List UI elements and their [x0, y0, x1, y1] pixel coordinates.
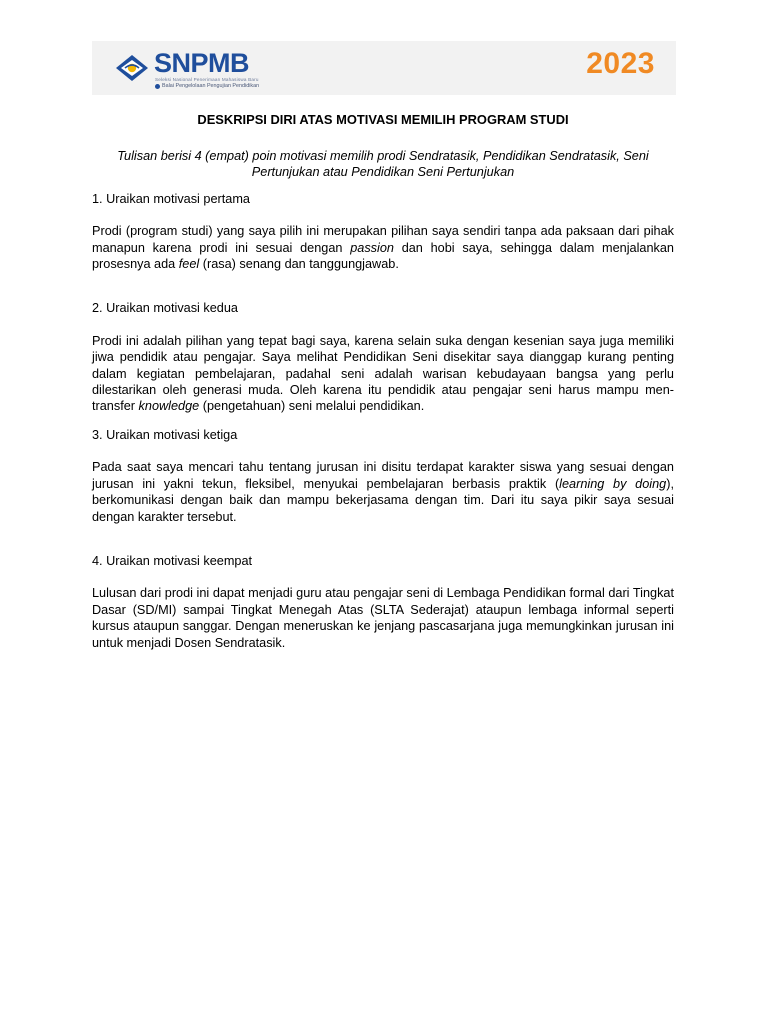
logo-dot-icon: [155, 84, 160, 89]
logo-wordmark: SNPMB: [154, 48, 250, 78]
document-subtitle: Tulisan berisi 4 (empat) poin motivasi memilih prodi Sendratasik, Pendidikan Sendratasik, Seni Pertunjukan atau Pendidikan Seni Pertunjukan: [117, 149, 649, 180]
tut-wuri-handayani-emblem-icon: [114, 53, 150, 83]
section-4-heading: 4. Uraikan motivasi keempat: [92, 553, 253, 568]
section-4-answer: Lulusan dari prodi ini dapat menjadi guru atau pengajar seni di Lembaga Pendidikan formal dari Tingkat Dasar (SD/MI) sampai Tingkat Menegah Atas (SLTA Sederajat) ataupun lembaga informal seperti kursus ataupun sanggar. Dengan meneruskan ke jenjang pascasarjana juga memungkinkan jurusan ini untuk menjadi Dosen Sendratasik.: [92, 586, 674, 650]
section-3-heading: 3. Uraikan motivasi ketiga: [92, 427, 238, 442]
logo-subtitle-line-2: Balai Pengelolaan Pengujian Pendidikan: [162, 83, 260, 89]
header-banner: [92, 41, 676, 95]
document-body: [92, 112, 674, 651]
section-1-heading: 1. Uraikan motivasi pertama: [92, 191, 250, 206]
document-title: DESKRIPSI DIRI ATAS MOTIVASI MEMILIH PROGRAM STUDI: [197, 112, 569, 127]
year-label: 2023: [586, 47, 655, 80]
logo-subtitle-line-1: Seleksi Nasional Penerimaan Mahasiswa Baru: [155, 77, 259, 82]
section-2-answer: Prodi ini adalah pilihan yang tepat bagi saya, karena selain suka dengan kesenian saya juga memiliki jiwa pendidik atau pengajar. Saya melihat Pendidikan Seni disekitar saya dianggap kurang penting dalam kegiatan pembelajaran, padahal seni adalah warisan kebudayaan bangsa yang perlu dilestarikan oleh generasi muda. Oleh karena itu pendidik atau pengajar seni harus mampu men-transfer knowledge (pengetahuan) seni melalui pendidikan.: [92, 333, 674, 414]
section-3-answer: Pada saat saya mencari tahu tentang jurusan ini disitu terdapat karakter siswa yang sesuai dengan jurusan ini yakni tekun, fleksibel, menyukai pembelajaran berbasis praktik (learning by doing), berkomunikasi dengan baik dan mampu bekerjasama dengan tim. Dari itu saya pikir saya sesuai dengan karakter tersebut.: [92, 460, 674, 524]
section-2-heading: 2. Uraikan motivasi kedua: [92, 301, 238, 316]
section-1-answer: Prodi (program studi) yang saya pilih ini merupakan pilihan saya sendiri tanpa ada paksaan dari pihak manapun karena prodi ini sesuai dengan passion dan hobi saya, sehingga dalam menjalankan prosesnya ada feel (rasa) senang dan tanggungjawab.: [92, 224, 674, 272]
